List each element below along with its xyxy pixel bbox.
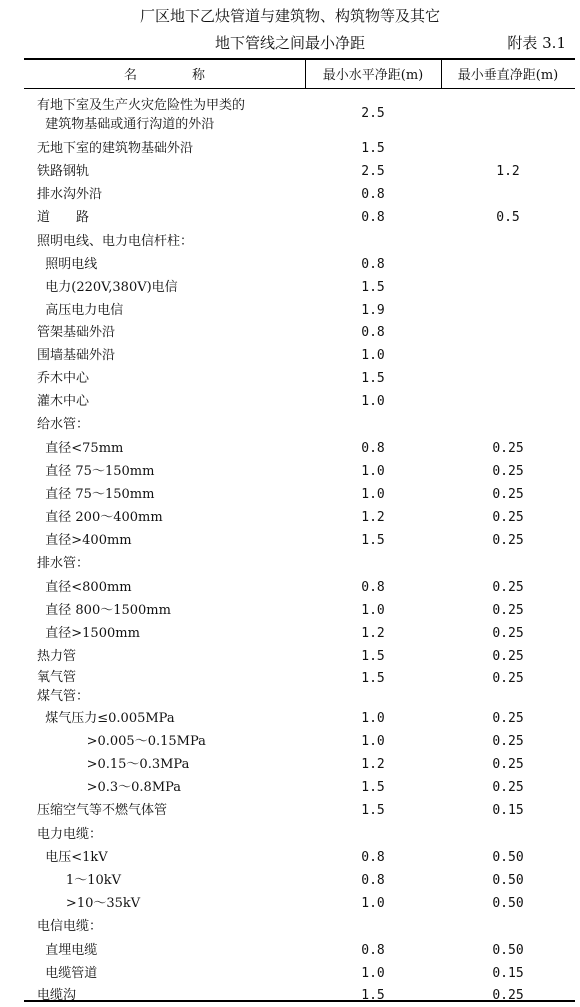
row-name: 煤气压力≤0.005MPa xyxy=(37,711,175,726)
row-horizontal-clearance: 1.5 xyxy=(361,671,385,686)
row-vertical-clearance: 0.5 xyxy=(496,210,520,225)
row-horizontal-clearance: 1.9 xyxy=(361,303,385,318)
row-name: 直径 75～150mm xyxy=(37,487,155,502)
row-vertical-clearance: 0.25 xyxy=(492,649,524,664)
row-name: 氧气管 煤气管： xyxy=(37,670,90,704)
row-name: 灌木中心 xyxy=(37,394,90,409)
row-name: 直径 75～150mm xyxy=(37,464,155,479)
row-name: >0.005～0.15MPa xyxy=(37,734,206,749)
header-vertical: 最小垂直净距(m) xyxy=(457,68,559,83)
row-horizontal-clearance: 0.8 xyxy=(361,873,385,888)
row-vertical-clearance: 0.25 xyxy=(492,734,524,749)
row-name: 乔木中心 xyxy=(37,371,90,386)
row-name: 电力(220V,380V)电信 xyxy=(37,280,178,295)
row-vertical-clearance: 0.25 xyxy=(492,441,524,456)
row-name: >0.15～0.3MPa xyxy=(37,757,190,772)
row-name: >10～35kV xyxy=(37,896,141,911)
row-name: 电信电缆： xyxy=(37,919,103,934)
row-name: 排水沟外沿 xyxy=(37,187,103,202)
row-name: 直径 200～400mm xyxy=(37,510,163,525)
row-horizontal-clearance: 0.8 xyxy=(361,580,385,595)
row-name: 电压<1kV xyxy=(37,850,108,865)
row-vertical-clearance: 0.50 xyxy=(492,896,524,911)
row-name: 道 路 xyxy=(37,210,90,225)
row-name: 给水管： xyxy=(37,417,90,432)
table-title-line2: 地下管线之间最小净距 xyxy=(214,34,365,52)
row-horizontal-clearance: 1.5 xyxy=(361,371,385,386)
row-name: 电缆沟 xyxy=(37,988,77,1003)
row-horizontal-clearance: 1.0 xyxy=(361,464,385,479)
row-vertical-clearance: 0.25 xyxy=(492,580,524,595)
row-name: 有地下室及生产火灾危险性为甲类的 建筑物基础或通行沟道的外沿 xyxy=(37,98,246,132)
row-horizontal-clearance: 0.8 xyxy=(361,210,385,225)
row-horizontal-clearance: 0.8 xyxy=(361,943,385,958)
row-horizontal-clearance: 1.5 xyxy=(361,141,385,156)
row-vertical-clearance: 0.25 xyxy=(492,780,524,795)
row-horizontal-clearance: 2.5 xyxy=(361,106,385,121)
row-horizontal-clearance: 1.5 xyxy=(361,280,385,295)
row-vertical-clearance: 0.25 xyxy=(492,711,524,726)
row-horizontal-clearance: 1.2 xyxy=(361,757,385,772)
row-vertical-clearance: 0.50 xyxy=(492,873,524,888)
row-horizontal-clearance: 1.5 xyxy=(361,988,385,1003)
table-number: 附表 3.1 xyxy=(507,34,566,52)
row-vertical-clearance: 0.25 xyxy=(492,671,524,686)
row-horizontal-clearance: 0.8 xyxy=(361,257,385,272)
row-name: 热力管 xyxy=(37,649,77,664)
row-name: 管架基础外沿 xyxy=(37,325,116,340)
row-name: 直径 800～1500mm xyxy=(37,603,171,618)
row-name: 压缩空气等不燃气体管 xyxy=(37,803,168,818)
row-name: 高压电力电信 xyxy=(37,303,124,318)
header-name: 名称 xyxy=(123,68,260,83)
row-horizontal-clearance: 0.8 xyxy=(361,325,385,340)
header-horizontal: 最小水平净距(m) xyxy=(322,68,424,83)
row-horizontal-clearance: 0.8 xyxy=(361,441,385,456)
row-name: 铁路钢轨 xyxy=(37,164,90,179)
row-horizontal-clearance: 1.5 xyxy=(361,803,385,818)
row-name: 电力电缆： xyxy=(37,827,103,842)
row-vertical-clearance: 0.25 xyxy=(492,603,524,618)
row-vertical-clearance: 0.25 xyxy=(492,533,524,548)
row-horizontal-clearance: 1.0 xyxy=(361,896,385,911)
row-name: 1～10kV xyxy=(37,873,122,888)
row-horizontal-clearance: 2.5 xyxy=(361,164,385,179)
row-vertical-clearance: 0.50 xyxy=(492,943,524,958)
row-horizontal-clearance: 1.0 xyxy=(361,348,385,363)
row-horizontal-clearance: 1.0 xyxy=(361,966,385,981)
row-vertical-clearance: 0.25 xyxy=(492,626,524,641)
bottom-rule xyxy=(24,1000,575,1002)
row-vertical-clearance: 0.15 xyxy=(492,803,524,818)
row-horizontal-clearance: 0.8 xyxy=(361,850,385,865)
row-vertical-clearance: 0.25 xyxy=(492,988,524,1003)
row-vertical-clearance: 0.50 xyxy=(492,850,524,865)
row-name: 直径>1500mm xyxy=(37,626,140,641)
row-vertical-clearance: 0.25 xyxy=(492,464,524,479)
row-vertical-clearance: 0.25 xyxy=(492,487,524,502)
row-vertical-clearance: 0.25 xyxy=(492,757,524,772)
row-name: 直埋电缆 xyxy=(37,943,98,958)
row-horizontal-clearance: 1.5 xyxy=(361,649,385,664)
row-horizontal-clearance: 1.2 xyxy=(361,626,385,641)
row-horizontal-clearance: 1.0 xyxy=(361,603,385,618)
row-horizontal-clearance: 1.0 xyxy=(361,711,385,726)
table-title-line1: 厂区地下乙炔管道与建筑物、构筑物等及其它 xyxy=(139,7,440,25)
row-name: 直径<75mm xyxy=(37,441,124,456)
row-horizontal-clearance: 1.0 xyxy=(361,734,385,749)
row-horizontal-clearance: 0.8 xyxy=(361,187,385,202)
top-rule xyxy=(24,58,575,60)
row-vertical-clearance: 0.25 xyxy=(492,510,524,525)
row-name: 无地下室的建筑物基础外沿 xyxy=(37,141,194,156)
row-horizontal-clearance: 1.0 xyxy=(361,394,385,409)
row-name: 排水管： xyxy=(37,556,90,571)
row-horizontal-clearance: 1.5 xyxy=(361,780,385,795)
row-name: 直径>400mm xyxy=(37,533,132,548)
row-vertical-clearance: 0.15 xyxy=(492,966,524,981)
row-name: 围墙基础外沿 xyxy=(37,348,116,363)
row-name: 直径<800mm xyxy=(37,580,132,595)
row-horizontal-clearance: 1.5 xyxy=(361,533,385,548)
row-name: 照明电线 xyxy=(37,257,98,272)
row-horizontal-clearance: 1.2 xyxy=(361,510,385,525)
header-rule xyxy=(24,88,575,89)
row-name: 电缆管道 xyxy=(37,966,98,981)
row-vertical-clearance: 1.2 xyxy=(496,164,520,179)
row-name: >0.3～0.8MPa xyxy=(37,780,182,795)
row-horizontal-clearance: 1.0 xyxy=(361,487,385,502)
row-name: 照明电线、电力电信杆柱： xyxy=(37,234,194,249)
